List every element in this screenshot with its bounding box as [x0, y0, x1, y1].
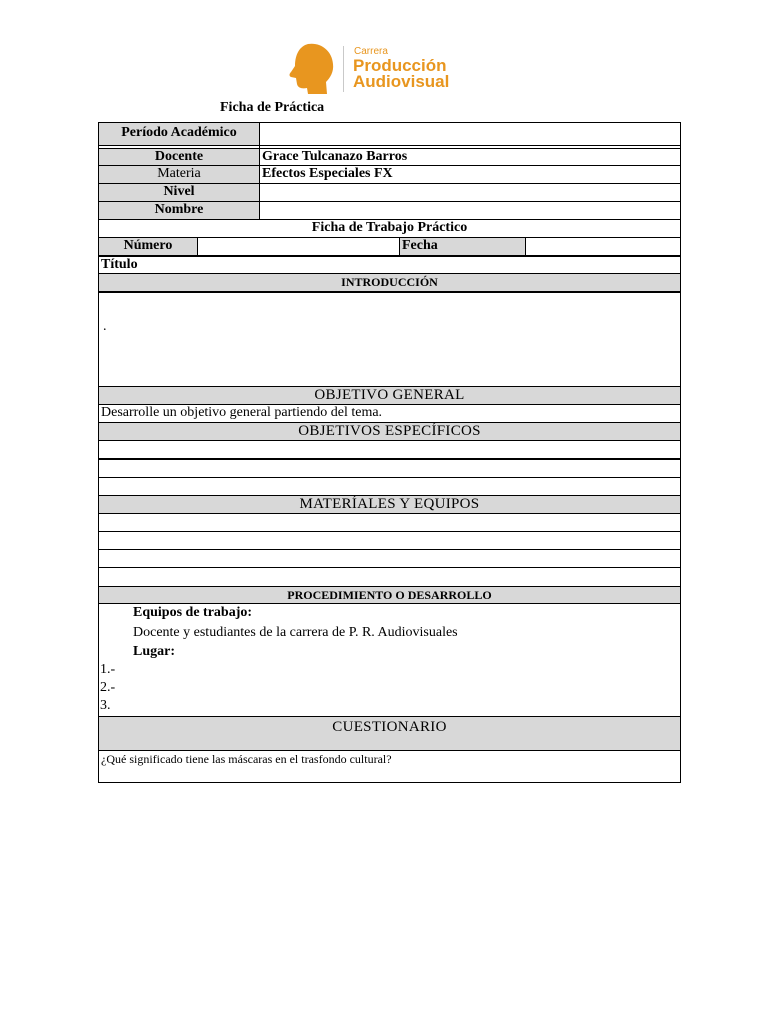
- fecha-value[interactable]: [525, 237, 681, 256]
- row-materia: [98, 165, 681, 184]
- step-1: 1.-: [100, 662, 116, 677]
- numero-value[interactable]: [197, 237, 400, 256]
- titulo-label: Título: [98, 255, 681, 274]
- material-row[interactable]: [98, 513, 681, 532]
- materia-value[interactable]: Efectos Especiales FX: [259, 165, 681, 184]
- logo-carrera-text: Carrera: [354, 46, 388, 57]
- logo-line-1: Producción: [353, 56, 447, 75]
- nombre-value[interactable]: [259, 201, 681, 220]
- objetivo-general-header: OBJETIVO GENERAL: [98, 386, 681, 405]
- introduccion-body[interactable]: .: [98, 291, 681, 387]
- objetivos-especificos-header: OBJETIVOS ESPECÍFICOS: [98, 422, 681, 441]
- procedimiento-body[interactable]: [98, 603, 681, 717]
- materiales-header: MATERÍALES Y EQUIPOS: [98, 495, 681, 514]
- objetivo-especifico-row[interactable]: [98, 440, 681, 459]
- row-docente: [98, 148, 681, 166]
- numero-label: Número: [98, 237, 198, 256]
- row-periodo: [98, 122, 681, 146]
- cuestionario-header: CUESTIONARIO: [98, 716, 681, 751]
- docente-value[interactable]: Grace Tulcanazo Barros: [259, 148, 681, 166]
- lugar-label: Lugar:: [133, 644, 175, 659]
- equipos-text: Docente y estudiantes de la carrera de P. R. Audiovisuales: [133, 625, 458, 640]
- logo-divider: [343, 46, 344, 92]
- step-2: 2.-: [100, 680, 116, 695]
- procedimiento-header: PROCEDIMIENTO O DESARROLLO: [98, 586, 681, 604]
- equipos-label: Equipos de trabajo:: [133, 605, 253, 620]
- doc-title: Ficha de Práctica: [220, 100, 325, 115]
- introduccion-header: INTRODUCCIÓN: [98, 273, 681, 292]
- docente-label: Docente: [98, 148, 260, 166]
- row-numero-fecha: [98, 237, 681, 256]
- ficha-trabajo-title: Ficha de Trabajo Práctico: [98, 219, 681, 238]
- logo-line-2: Audiovisual: [353, 72, 450, 91]
- cuestionario-question[interactable]: ¿Qué significado tiene las máscaras en el trasfondo cultural?: [98, 750, 681, 783]
- nombre-label: Nombre: [98, 201, 260, 220]
- periodo-label: Período Académico: [98, 122, 260, 146]
- material-row[interactable]: [98, 549, 681, 568]
- nivel-value[interactable]: [259, 183, 681, 202]
- nivel-label: Nivel: [98, 183, 260, 202]
- objetivo-especifico-row[interactable]: [98, 458, 681, 478]
- objetivo-especifico-row[interactable]: [98, 477, 681, 496]
- row-nivel: [98, 183, 681, 202]
- step-3: 3.: [100, 698, 111, 713]
- material-row[interactable]: [98, 531, 681, 550]
- objetivo-general-text[interactable]: Desarrolle un objetivo general partiendo del tema.: [98, 404, 681, 423]
- profile-head-icon: [286, 42, 336, 96]
- row-nombre: [98, 201, 681, 220]
- fecha-label: Fecha: [399, 237, 526, 256]
- materia-label: Materia: [98, 165, 260, 184]
- periodo-value[interactable]: [259, 122, 681, 146]
